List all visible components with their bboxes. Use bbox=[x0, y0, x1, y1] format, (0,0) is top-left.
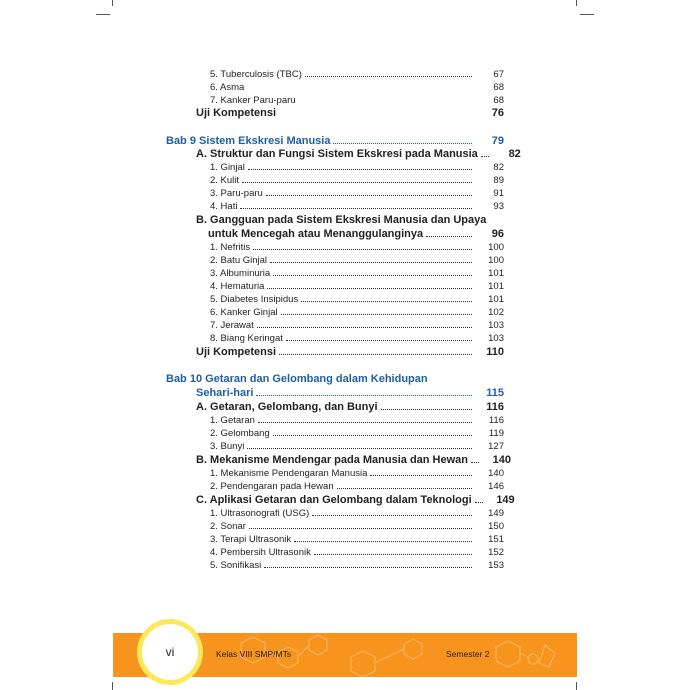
toc-entry[interactable]: 5. Tuberculosis (TBC) 67 bbox=[210, 69, 504, 80]
page-number: vi bbox=[142, 624, 198, 680]
crop-mark bbox=[112, 0, 113, 6]
toc-entry[interactable]: 3. Bunyi 127 bbox=[210, 441, 504, 452]
toc-entry[interactable]: 1. Getaran 116 bbox=[210, 415, 504, 426]
toc-entry[interactable]: 1. Mekanisme Pendengaran Manusia 140 bbox=[210, 468, 504, 479]
crop-mark bbox=[580, 14, 594, 15]
toc-entry[interactable]: 7. Jerawat 103 bbox=[210, 320, 504, 331]
toc-section[interactable]: A. Getaran, Gelombang, dan Bunyi 116 bbox=[196, 401, 504, 413]
crop-mark bbox=[576, 0, 577, 6]
toc-chapter-10-title-line[interactable]: Bab 10 Getaran dan Gelombang dalam Kehidupan bbox=[166, 373, 428, 385]
toc-section[interactable]: A. Struktur dan Fungsi Sistem Ekskresi pada Manusia 82 bbox=[196, 148, 521, 160]
toc-entry[interactable]: 7. Kanker Paru-paru 68 bbox=[210, 95, 504, 106]
toc-section[interactable]: C. Aplikasi Getaran dan Gelombang dalam Teknologi 149 bbox=[196, 494, 515, 506]
crop-mark bbox=[112, 682, 113, 690]
toc-entry[interactable]: 3. Paru-paru 91 bbox=[210, 188, 504, 199]
toc-entry[interactable]: 6. Asma 68 bbox=[210, 82, 504, 93]
toc-uji-kompetensi[interactable]: Uji Kompetensi 76 bbox=[196, 107, 504, 119]
toc-entry[interactable]: 2. Gelombang 119 bbox=[210, 428, 504, 439]
toc-section[interactable]: untuk Mencegah atau Menanggulanginya 96 bbox=[208, 228, 504, 240]
toc-section[interactable]: B. Mekanisme Mendengar pada Manusia dan Hewan 140 bbox=[196, 454, 512, 466]
toc-entry[interactable]: 5. Diabetes Insipidus 101 bbox=[210, 294, 504, 305]
toc-entry[interactable]: 1. Ginjal 82 bbox=[210, 162, 504, 173]
toc-entry[interactable]: 8. Biang Keringat 103 bbox=[210, 333, 504, 344]
toc-entry[interactable]: 6. Kanker Ginjal 102 bbox=[210, 307, 504, 318]
toc-entry[interactable]: 2. Pendengaran pada Hewan 146 bbox=[210, 481, 504, 492]
toc-entry[interactable]: 1. Nefritis 100 bbox=[210, 242, 504, 253]
toc-entry[interactable]: 4. Hati 93 bbox=[210, 201, 504, 212]
toc-chapter-10[interactable]: Sehari-hari 115 bbox=[196, 387, 504, 399]
toc-entry[interactable]: 3. Terapi Ultrasonik 151 bbox=[210, 534, 504, 545]
toc-section-title-line[interactable]: B. Gangguan pada Sistem Ekskresi Manusia dan Upaya bbox=[196, 214, 487, 226]
toc-entry[interactable]: 2. Batu Ginjal 100 bbox=[210, 255, 504, 266]
crop-mark bbox=[96, 14, 110, 15]
footer-class-label: Kelas VIII SMP/MTs bbox=[216, 649, 292, 659]
toc-entry[interactable]: 2. Kulit 89 bbox=[210, 175, 504, 186]
toc-entry[interactable]: 5. Sonifikasi 153 bbox=[210, 560, 504, 571]
toc-chapter-9[interactable]: Bab 9 Sistem Ekskresi Manusia 79 bbox=[166, 135, 504, 147]
toc-entry[interactable]: 1. Ultrasonografi (USG) 149 bbox=[210, 508, 504, 519]
toc-uji-kompetensi[interactable]: Uji Kompetensi 110 bbox=[196, 346, 504, 358]
toc-entry[interactable]: 4. Pembersih Ultrasonik 152 bbox=[210, 547, 504, 558]
toc-entry[interactable]: 4. Hematuria 101 bbox=[210, 281, 504, 292]
toc-entry[interactable]: 2. Sonar 150 bbox=[210, 521, 504, 532]
crop-mark bbox=[576, 682, 577, 690]
toc-entry[interactable]: 3. Albuminuria 101 bbox=[210, 268, 504, 279]
footer-semester-label: Semester 2 bbox=[446, 649, 490, 659]
